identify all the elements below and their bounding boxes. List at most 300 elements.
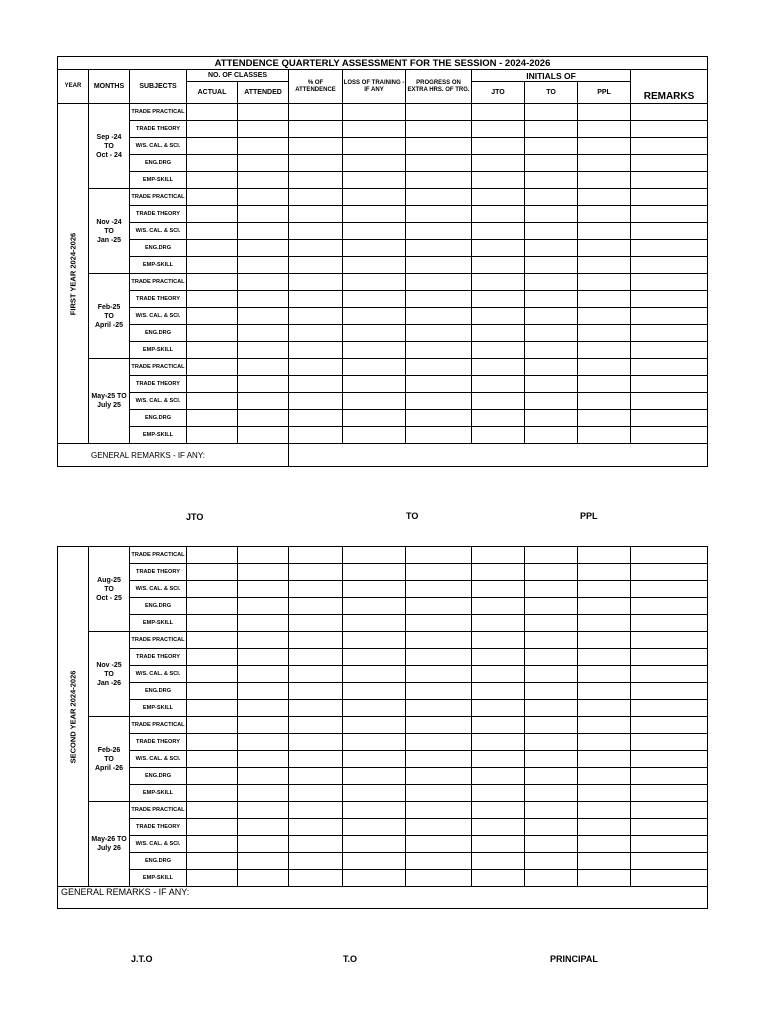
entry-cell[interactable] [631,700,708,717]
entry-cell[interactable] [472,172,525,189]
entry-cell[interactable] [631,393,708,410]
entry-cell[interactable] [631,632,708,649]
entry-cell[interactable] [289,649,343,666]
entry-cell[interactable] [472,819,525,836]
entry-cell[interactable] [238,410,289,427]
entry-cell[interactable] [406,768,472,785]
entry-cell[interactable] [525,393,578,410]
entry-cell[interactable] [525,410,578,427]
entry-cell[interactable] [343,291,406,308]
entry-cell[interactable] [289,104,343,121]
entry-cell[interactable] [578,240,631,257]
entry-cell[interactable] [631,649,708,666]
entry-cell[interactable] [238,189,289,206]
entry-cell[interactable] [289,257,343,274]
entry-cell[interactable] [187,189,238,206]
entry-cell[interactable] [472,223,525,240]
entry-cell[interactable] [578,836,631,853]
entry-cell[interactable] [343,547,406,564]
entry-cell[interactable] [525,700,578,717]
entry-cell[interactable] [406,325,472,342]
entry-cell[interactable] [343,240,406,257]
entry-cell[interactable] [238,291,289,308]
entry-cell[interactable] [343,359,406,376]
entry-cell[interactable] [343,598,406,615]
entry-cell[interactable] [472,598,525,615]
entry-cell[interactable] [343,785,406,802]
entry-cell[interactable] [472,410,525,427]
entry-cell[interactable] [238,598,289,615]
entry-cell[interactable] [343,189,406,206]
entry-cell[interactable] [525,853,578,870]
entry-cell[interactable] [343,751,406,768]
entry-cell[interactable] [289,785,343,802]
entry-cell[interactable] [525,291,578,308]
entry-cell[interactable] [289,700,343,717]
entry-cell[interactable] [472,257,525,274]
entry-cell[interactable] [578,819,631,836]
entry-cell[interactable] [238,751,289,768]
entry-cell[interactable] [525,768,578,785]
entry-cell[interactable] [238,819,289,836]
entry-cell[interactable] [238,564,289,581]
entry-cell[interactable] [472,802,525,819]
entry-cell[interactable] [343,206,406,223]
entry-cell[interactable] [187,410,238,427]
entry-cell[interactable] [525,376,578,393]
entry-cell[interactable] [238,615,289,632]
entry-cell[interactable] [289,325,343,342]
entry-cell[interactable] [187,836,238,853]
entry-cell[interactable] [578,785,631,802]
entry-cell[interactable] [525,870,578,887]
entry-cell[interactable] [238,104,289,121]
entry-cell[interactable] [289,802,343,819]
entry-cell[interactable] [187,734,238,751]
entry-cell[interactable] [525,581,578,598]
entry-cell[interactable] [631,121,708,138]
entry-cell[interactable] [187,853,238,870]
entry-cell[interactable] [238,666,289,683]
entry-cell[interactable] [406,700,472,717]
entry-cell[interactable] [631,819,708,836]
entry-cell[interactable] [238,649,289,666]
entry-cell[interactable] [472,342,525,359]
entry-cell[interactable] [343,325,406,342]
entry-cell[interactable] [406,427,472,444]
entry-cell[interactable] [631,155,708,172]
entry-cell[interactable] [578,155,631,172]
entry-cell[interactable] [238,325,289,342]
entry-cell[interactable] [406,785,472,802]
entry-cell[interactable] [578,700,631,717]
entry-cell[interactable] [238,853,289,870]
entry-cell[interactable] [406,819,472,836]
entry-cell[interactable] [238,206,289,223]
entry-cell[interactable] [578,308,631,325]
entry-cell[interactable] [343,427,406,444]
entry-cell[interactable] [289,308,343,325]
entry-cell[interactable] [289,121,343,138]
entry-cell[interactable] [343,734,406,751]
entry-cell[interactable] [289,751,343,768]
entry-cell[interactable] [578,717,631,734]
entry-cell[interactable] [289,581,343,598]
entry-cell[interactable] [578,581,631,598]
entry-cell[interactable] [238,393,289,410]
entry-cell[interactable] [472,308,525,325]
entry-cell[interactable] [525,836,578,853]
entry-cell[interactable] [472,189,525,206]
entry-cell[interactable] [406,547,472,564]
entry-cell[interactable] [631,853,708,870]
entry-cell[interactable] [343,615,406,632]
entry-cell[interactable] [525,547,578,564]
entry-cell[interactable] [289,717,343,734]
entry-cell[interactable] [187,819,238,836]
entry-cell[interactable] [289,683,343,700]
entry-cell[interactable] [472,870,525,887]
entry-cell[interactable] [187,240,238,257]
entry-cell[interactable] [343,649,406,666]
entry-cell[interactable] [289,172,343,189]
entry-cell[interactable] [406,274,472,291]
entry-cell[interactable] [238,632,289,649]
entry-cell[interactable] [238,785,289,802]
entry-cell[interactable] [406,649,472,666]
entry-cell[interactable] [238,734,289,751]
entry-cell[interactable] [631,717,708,734]
entry-cell[interactable] [187,206,238,223]
entry-cell[interactable] [289,376,343,393]
entry-cell[interactable] [343,717,406,734]
entry-cell[interactable] [525,308,578,325]
entry-cell[interactable] [578,342,631,359]
entry-cell[interactable] [472,700,525,717]
entry-cell[interactable] [525,751,578,768]
entry-cell[interactable] [289,666,343,683]
entry-cell[interactable] [343,768,406,785]
entry-cell[interactable] [406,104,472,121]
entry-cell[interactable] [472,649,525,666]
entry-cell[interactable] [631,308,708,325]
entry-cell[interactable] [525,427,578,444]
entry-cell[interactable] [578,325,631,342]
entry-cell[interactable] [472,104,525,121]
entry-cell[interactable] [525,649,578,666]
entry-cell[interactable] [472,717,525,734]
entry-cell[interactable] [187,700,238,717]
entry-cell[interactable] [187,768,238,785]
entry-cell[interactable] [578,427,631,444]
entry-cell[interactable] [472,427,525,444]
entry-cell[interactable] [406,870,472,887]
entry-cell[interactable] [631,564,708,581]
entry-cell[interactable] [406,376,472,393]
entry-cell[interactable] [187,547,238,564]
entry-cell[interactable] [289,632,343,649]
entry-cell[interactable] [187,308,238,325]
entry-cell[interactable] [472,121,525,138]
entry-cell[interactable] [238,717,289,734]
entry-cell[interactable] [472,206,525,223]
entry-cell[interactable] [525,564,578,581]
entry-cell[interactable] [187,649,238,666]
entry-cell[interactable] [343,700,406,717]
entry-cell[interactable] [406,632,472,649]
entry-cell[interactable] [343,155,406,172]
entry-cell[interactable] [525,325,578,342]
entry-cell[interactable] [525,223,578,240]
entry-cell[interactable] [631,615,708,632]
entry-cell[interactable] [631,257,708,274]
entry-cell[interactable] [238,870,289,887]
entry-cell[interactable] [525,155,578,172]
entry-cell[interactable] [343,870,406,887]
entry-cell[interactable] [631,547,708,564]
entry-cell[interactable] [472,734,525,751]
entry-cell[interactable] [343,802,406,819]
entry-cell[interactable] [525,666,578,683]
entry-cell[interactable] [578,751,631,768]
entry-cell[interactable] [472,359,525,376]
entry-cell[interactable] [631,325,708,342]
entry-cell[interactable] [525,683,578,700]
general-remarks-field[interactable] [289,444,708,467]
entry-cell[interactable] [525,785,578,802]
entry-cell[interactable] [578,172,631,189]
entry-cell[interactable] [187,717,238,734]
entry-cell[interactable] [525,274,578,291]
entry-cell[interactable] [238,359,289,376]
entry-cell[interactable] [406,564,472,581]
entry-cell[interactable] [525,598,578,615]
entry-cell[interactable] [406,291,472,308]
entry-cell[interactable] [238,581,289,598]
entry-cell[interactable] [525,240,578,257]
entry-cell[interactable] [187,785,238,802]
entry-cell[interactable] [289,547,343,564]
entry-cell[interactable] [578,104,631,121]
entry-cell[interactable] [472,376,525,393]
entry-cell[interactable] [289,342,343,359]
entry-cell[interactable] [238,121,289,138]
entry-cell[interactable] [187,598,238,615]
entry-cell[interactable] [289,734,343,751]
entry-cell[interactable] [525,632,578,649]
entry-cell[interactable] [631,189,708,206]
entry-cell[interactable] [631,138,708,155]
entry-cell[interactable] [406,853,472,870]
entry-cell[interactable] [406,836,472,853]
entry-cell[interactable] [343,410,406,427]
entry-cell[interactable] [406,206,472,223]
entry-cell[interactable] [406,138,472,155]
entry-cell[interactable] [406,257,472,274]
entry-cell[interactable] [631,274,708,291]
entry-cell[interactable] [289,819,343,836]
entry-cell[interactable] [631,342,708,359]
entry-cell[interactable] [631,785,708,802]
entry-cell[interactable] [406,393,472,410]
entry-cell[interactable] [238,223,289,240]
entry-cell[interactable] [187,155,238,172]
entry-cell[interactable] [631,734,708,751]
entry-cell[interactable] [472,581,525,598]
entry-cell[interactable] [578,683,631,700]
entry-cell[interactable] [578,223,631,240]
entry-cell[interactable] [472,666,525,683]
entry-cell[interactable] [631,870,708,887]
entry-cell[interactable] [238,376,289,393]
entry-cell[interactable] [187,223,238,240]
entry-cell[interactable] [187,427,238,444]
entry-cell[interactable] [631,104,708,121]
entry-cell[interactable] [343,836,406,853]
entry-cell[interactable] [525,172,578,189]
entry-cell[interactable] [525,802,578,819]
entry-cell[interactable] [289,564,343,581]
entry-cell[interactable] [406,308,472,325]
entry-cell[interactable] [578,274,631,291]
entry-cell[interactable] [578,666,631,683]
entry-cell[interactable] [406,172,472,189]
entry-cell[interactable] [238,138,289,155]
entry-cell[interactable] [631,427,708,444]
entry-cell[interactable] [343,257,406,274]
entry-cell[interactable] [187,172,238,189]
entry-cell[interactable] [472,274,525,291]
entry-cell[interactable] [289,615,343,632]
entry-cell[interactable] [343,819,406,836]
entry-cell[interactable] [472,768,525,785]
entry-cell[interactable] [289,427,343,444]
entry-cell[interactable] [578,121,631,138]
entry-cell[interactable] [406,240,472,257]
entry-cell[interactable] [343,308,406,325]
entry-cell[interactable] [631,172,708,189]
entry-cell[interactable] [187,632,238,649]
entry-cell[interactable] [578,393,631,410]
entry-cell[interactable] [406,155,472,172]
entry-cell[interactable] [238,155,289,172]
entry-cell[interactable] [187,564,238,581]
entry-cell[interactable] [406,121,472,138]
entry-cell[interactable] [578,376,631,393]
entry-cell[interactable] [187,683,238,700]
entry-cell[interactable] [472,632,525,649]
entry-cell[interactable] [578,564,631,581]
entry-cell[interactable] [343,104,406,121]
entry-cell[interactable] [343,683,406,700]
entry-cell[interactable] [631,598,708,615]
entry-cell[interactable] [406,615,472,632]
entry-cell[interactable] [238,274,289,291]
entry-cell[interactable] [472,547,525,564]
entry-cell[interactable] [187,257,238,274]
entry-cell[interactable] [343,342,406,359]
entry-cell[interactable] [578,359,631,376]
entry-cell[interactable] [238,427,289,444]
entry-cell[interactable] [343,581,406,598]
entry-cell[interactable] [578,853,631,870]
entry-cell[interactable] [406,802,472,819]
entry-cell[interactable] [343,564,406,581]
entry-cell[interactable] [631,291,708,308]
entry-cell[interactable] [406,666,472,683]
entry-cell[interactable] [472,291,525,308]
entry-cell[interactable] [406,717,472,734]
entry-cell[interactable] [289,393,343,410]
entry-cell[interactable] [187,342,238,359]
entry-cell[interactable] [238,547,289,564]
entry-cell[interactable] [472,564,525,581]
entry-cell[interactable] [343,223,406,240]
entry-cell[interactable] [472,836,525,853]
entry-cell[interactable] [578,615,631,632]
entry-cell[interactable] [525,257,578,274]
entry-cell[interactable] [631,581,708,598]
entry-cell[interactable] [631,223,708,240]
entry-cell[interactable] [472,138,525,155]
entry-cell[interactable] [472,325,525,342]
entry-cell[interactable] [472,240,525,257]
entry-cell[interactable] [406,189,472,206]
entry-cell[interactable] [289,240,343,257]
entry-cell[interactable] [631,683,708,700]
entry-cell[interactable] [187,325,238,342]
entry-cell[interactable] [578,410,631,427]
entry-cell[interactable] [525,819,578,836]
entry-cell[interactable] [289,598,343,615]
entry-cell[interactable] [343,138,406,155]
entry-cell[interactable] [472,683,525,700]
entry-cell[interactable] [525,359,578,376]
entry-cell[interactable] [525,138,578,155]
entry-cell[interactable] [187,581,238,598]
entry-cell[interactable] [187,802,238,819]
entry-cell[interactable] [578,649,631,666]
entry-cell[interactable] [187,104,238,121]
entry-cell[interactable] [343,121,406,138]
entry-cell[interactable] [343,393,406,410]
entry-cell[interactable] [343,632,406,649]
entry-cell[interactable] [406,751,472,768]
entry-cell[interactable] [631,802,708,819]
entry-cell[interactable] [187,359,238,376]
entry-cell[interactable] [343,853,406,870]
entry-cell[interactable] [187,138,238,155]
entry-cell[interactable] [187,615,238,632]
entry-cell[interactable] [525,189,578,206]
entry-cell[interactable] [578,734,631,751]
entry-cell[interactable] [525,121,578,138]
entry-cell[interactable] [238,683,289,700]
entry-cell[interactable] [578,802,631,819]
entry-cell[interactable] [187,666,238,683]
entry-cell[interactable] [238,257,289,274]
entry-cell[interactable] [406,359,472,376]
entry-cell[interactable] [238,342,289,359]
entry-cell[interactable] [631,240,708,257]
entry-cell[interactable] [578,206,631,223]
entry-cell[interactable] [525,734,578,751]
entry-cell[interactable] [631,206,708,223]
entry-cell[interactable] [525,342,578,359]
entry-cell[interactable] [472,393,525,410]
entry-cell[interactable] [289,138,343,155]
entry-cell[interactable] [406,734,472,751]
